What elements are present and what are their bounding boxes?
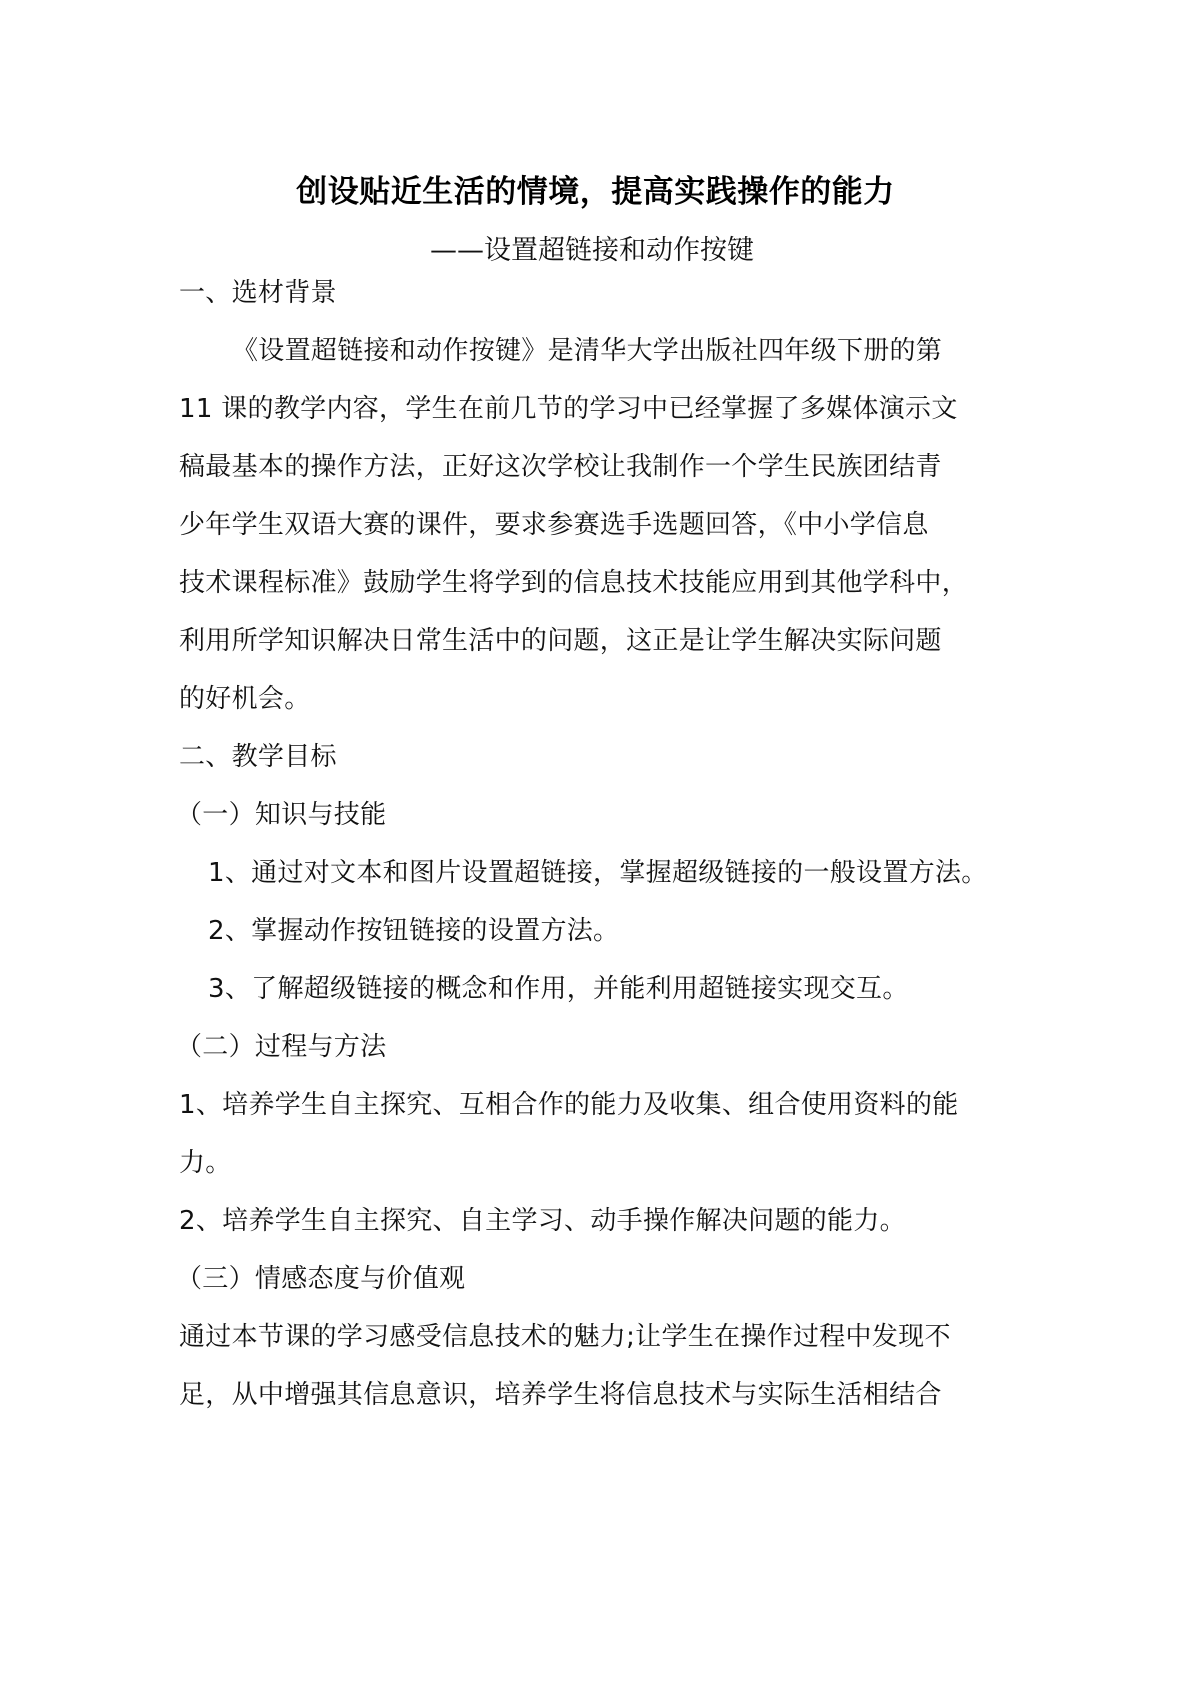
- objective-item: 2、掌握动作按钮链接的设置方法。: [208, 916, 620, 946]
- document-subtitle: ——设置超链接和动作按键: [430, 235, 754, 266]
- subsection-heading-knowledge-skills: （一）知识与技能: [176, 800, 387, 830]
- objective-item: 2、培养学生自主探究、自主学习、动手操作解决问题的能力。: [179, 1206, 906, 1236]
- paragraph-line: 少年学生双语大赛的课件，要求参赛选手选题回答，《中小学信息: [179, 510, 929, 540]
- paragraph-line: 稿最基本的操作方法，正好这次学校让我制作一个学生民族团结青: [179, 452, 942, 482]
- document-title: 创设贴近生活的情境，提高实践操作的能力: [296, 174, 895, 210]
- subsection-heading-process-methods: （二）过程与方法: [176, 1032, 387, 1062]
- objective-item-continued: 力。: [179, 1148, 232, 1178]
- paragraph-line: 技术课程标准》鼓励学生将学到的信息技术技能应用到其他学科中，: [179, 568, 969, 598]
- objective-item: 1、培养学生自主探究、互相合作的能力及收集、组合使用资料的能: [179, 1090, 959, 1120]
- objective-item: 1、通过对文本和图片设置超链接，掌握超级链接的一般设置方法。: [208, 858, 988, 888]
- paragraph-line: 的好机会。: [179, 684, 311, 714]
- objective-item: 3、了解超级链接的概念和作用，并能利用超链接实现交互。: [208, 974, 909, 1004]
- section-heading-background: 一、选材背景: [179, 278, 337, 308]
- paragraph-line: 利用所学知识解决日常生活中的问题，这正是让学生解决实际问题: [179, 626, 942, 656]
- section-heading-objectives: 二、教学目标: [179, 742, 337, 772]
- paragraph-line: 11 课的教学内容，学生在前几节的学习中已经掌握了多媒体演示文: [179, 394, 958, 424]
- subsection-heading-attitudes-values: （三）情感态度与价值观: [176, 1264, 466, 1294]
- paragraph-line: 足，从中增强其信息意识，培养学生将信息技术与实际生活相结合: [179, 1380, 942, 1410]
- paragraph-line: 《设置超链接和动作按键》是清华大学出版社四年级下册的第: [232, 336, 943, 366]
- paragraph-line: 通过本节课的学习感受信息技术的魅力;让学生在操作过程中发现不: [179, 1322, 951, 1352]
